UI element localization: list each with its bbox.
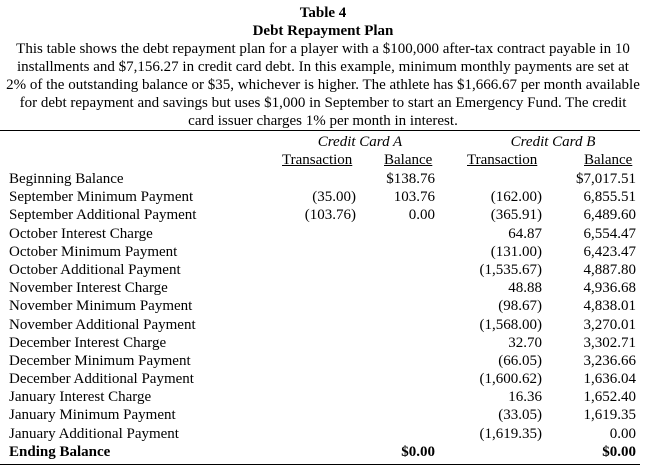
- row-label: November Interest Charge: [9, 280, 168, 297]
- card-a-balance: $0.00: [401, 443, 435, 460]
- card-b-transaction: (131.00): [490, 243, 542, 260]
- card-a-transaction: (35.00): [312, 189, 356, 206]
- row-label: September Additional Payment: [9, 207, 197, 224]
- table-row: [0, 243, 646, 261]
- table-body: [0, 170, 646, 461]
- card-b-balance: 6,489.60: [583, 207, 636, 224]
- card-b-balance: 3,236.66: [583, 352, 636, 369]
- card-b-balance: 3,302.71: [583, 334, 636, 351]
- table-row: [0, 279, 646, 297]
- card-b-transaction: (66.05): [498, 352, 542, 369]
- row-label: January Interest Charge: [9, 389, 152, 406]
- column-header-b-balance: Balance: [584, 152, 633, 168]
- row-label: November Minimum Payment: [9, 298, 193, 315]
- table-row: [0, 188, 646, 206]
- row-label: Ending Balance: [9, 443, 111, 460]
- row-label: Beginning Balance: [9, 171, 124, 187]
- group-header-card-a: Credit Card A: [317, 134, 403, 150]
- table-row: [0, 206, 646, 224]
- row-label: November Additional Payment: [9, 316, 196, 333]
- card-a-balance: 0.00: [408, 207, 435, 224]
- card-b-transaction: (365.91): [490, 207, 542, 224]
- card-b-transaction: (1,619.35): [479, 425, 542, 442]
- card-b-transaction: (162.00): [490, 189, 542, 206]
- table-row: [0, 443, 646, 461]
- card-b-transaction: (1,568.00): [479, 316, 542, 333]
- table-row: [0, 225, 646, 243]
- card-b-balance: 6,855.51: [583, 189, 636, 206]
- card-b-balance: $0.00: [602, 443, 636, 460]
- card-b-balance: 1,636.04: [583, 371, 636, 388]
- row-label: October Interest Charge: [9, 225, 153, 242]
- card-a-balance: 103.76: [393, 189, 435, 206]
- table-title: Debt Repayment Plan: [252, 23, 394, 39]
- card-b-transaction: (1,600.62): [479, 371, 542, 388]
- card-b-transaction: (1,535.67): [479, 261, 542, 278]
- card-b-balance: 4,887.80: [583, 261, 636, 278]
- card-b-balance: 1,652.40: [583, 389, 636, 406]
- row-label: December Interest Charge: [9, 334, 167, 351]
- table-row: [0, 425, 646, 443]
- card-b-balance: 6,554.47: [583, 225, 636, 242]
- row-label: January Additional Payment: [9, 425, 179, 442]
- table-top-rule: [0, 130, 640, 131]
- row-label: September Minimum Payment: [9, 189, 194, 206]
- column-header-a-transaction: Transaction: [282, 152, 353, 168]
- row-label: October Minimum Payment: [9, 243, 178, 260]
- table-row: [0, 316, 646, 334]
- table-row: [0, 406, 646, 424]
- card-b-transaction: 32.70: [508, 334, 542, 351]
- card-b-transaction: 48.88: [508, 280, 542, 297]
- card-b-balance: 1,619.35: [583, 407, 636, 424]
- card-a-balance: $138.76: [386, 171, 435, 187]
- table-row: [0, 261, 646, 279]
- row-label: December Minimum Payment: [9, 352, 191, 369]
- row-label: October Additional Payment: [9, 261, 181, 278]
- card-b-balance: 0.00: [609, 425, 636, 442]
- table-caption: This table shows the debt repayment plan for a player with a $100,000 after-tax contract payable in 10 installments and $7,156.27 in credit card debt. In this example, minimum monthly payments are set at 2% of the outstanding balance or $35, whichever is higher. The athlete has $1,666.67 per month available for debt repayment and savings but uses $1,000 in September to start an Emergency Fund. The credit card issuer charges 1% per month in interest.: [6, 41, 640, 129]
- table-number: Table 4: [299, 5, 347, 21]
- group-header-card-b: Credit Card B: [510, 134, 596, 150]
- card-b-transaction: (33.05): [498, 407, 542, 424]
- card-b-transaction: 16.36: [508, 389, 542, 406]
- card-b-balance: 4,936.68: [583, 280, 636, 297]
- row-label: December Additional Payment: [9, 371, 194, 388]
- table-row: [0, 297, 646, 315]
- column-header-a-balance: Balance: [384, 152, 433, 168]
- table-bottom-rule: [0, 464, 640, 465]
- row-label: January Minimum Payment: [9, 407, 176, 424]
- card-b-transaction: (98.67): [498, 298, 542, 315]
- card-b-balance: 4,838.01: [583, 298, 636, 315]
- card-b-balance: $7,017.51: [576, 171, 636, 187]
- table-row: [0, 352, 646, 370]
- table-row: [0, 370, 646, 388]
- card-b-transaction: 64.87: [508, 225, 542, 242]
- card-b-balance: 3,270.01: [583, 316, 636, 333]
- column-header-b-transaction: Transaction: [467, 152, 538, 168]
- table-row: [0, 334, 646, 352]
- table-row: [0, 388, 646, 406]
- table-row: [0, 170, 646, 188]
- card-a-transaction: (103.76): [304, 207, 356, 224]
- card-b-balance: 6,423.47: [583, 243, 636, 260]
